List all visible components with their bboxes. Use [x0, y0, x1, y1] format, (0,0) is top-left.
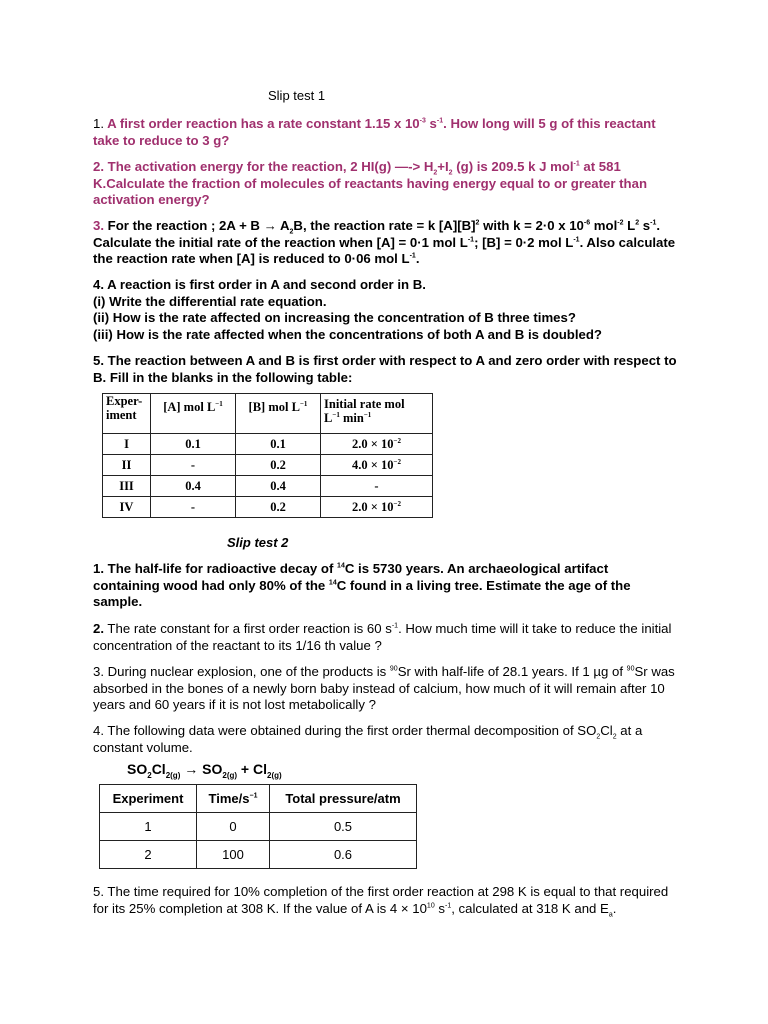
- slip2-question-5: 5. The time required for 10% completion of the first order reaction at 298 K is equal to that required for its 25% completion at 308 K. If the value of A is $4 \times 10^{10}$ $s^{-1}$, calculated at 318 K and $E_a$.: [93, 884, 669, 919]
- table-row: IV - 0.2 $2.0 \times 10^{-2}$: [103, 497, 433, 518]
- table-header-a-conc: [A] mol $L^{-1}$: [151, 394, 236, 434]
- slip2-question-3: 3. During nuclear explosion, one of the products is $^{90}$Sr with half-life of 28.1 years. If 1 µg of $^{90}$Sr was absorbed in the bones of a newly born baby instead of calcium, how much of it will remain after 10 years and 60 years if it is not lost metabolically ?: [93, 664, 675, 713]
- rate-data-table: [102, 393, 433, 518]
- slip1-question-2: 2. The activation energy for the reaction, 2 HI(g) —-> $H_2+I_2$ (g) is 209.5 k J mol$^{-1}$ at 581 K.Calculate the fraction of molecules of reactants having energy equal to or greater than activation energy?: [93, 159, 648, 208]
- table-row: 2 100 0.6: [100, 841, 417, 869]
- table-row: I 0.1 0.1 $2.0 \times 10^{-2}$: [103, 434, 433, 455]
- slip2-question-4: 4. The following data were obtained during the first order thermal decomposition of $SO_2Cl_2$ at a constant volume.: [93, 723, 643, 755]
- slip1-question-1: 1. A first order reaction has a rate constant 1.15 x $10^{-3}$ $s^{-1}$. How long will 5 g of this reactant take to reduce to 3 g?: [93, 116, 656, 148]
- table-header-rate: Initial rate mol $L^{-1}$ $\min^{-1}$: [321, 394, 433, 434]
- table-header-experiment: Experiment: [100, 785, 197, 813]
- slip1-question-3: 3. For the reaction ; $2A + B \to A_2B$, the reaction rate = k $[A][B]^2$ with k = 2·0 x $10^{-6}$ mol$^{-2}$ $L^2$ $s^{-1}$. Calculate the initial rate of the reaction when [A] = 0·1 mol $L^{-1}$; [B] = 0·2 mol $L^{-1}$. Also calculate the reaction rate when [A] is reduced to 0·06 mol $L^{-1}$.: [93, 218, 676, 267]
- table-row: 1 0 0.5: [100, 813, 417, 841]
- table-header-experiment: Exper- iment: [103, 394, 151, 434]
- slip1-question-4: 4. A reaction is first order in A and second order in B. (i) Write the differential rate equation. (ii) How is the rate affected on increasing the concentration of B three times? (iii) How is the rate affected when the concentrations of both A and B is doubled?: [93, 277, 602, 342]
- table-row: III 0.4 0.4 -: [103, 476, 433, 497]
- table-header-b-conc: [B] mol $L^{-1}$: [236, 394, 321, 434]
- slip-test-2-title: Slip test 2: [227, 535, 289, 550]
- pressure-data-table: [99, 784, 417, 869]
- table-header-time: Time/$s^{-1}$: [197, 785, 270, 813]
- slip2-question-2: 2. The rate constant for a first order reaction is 60 $s^{-1}$. How much time will it take to reduce the initial concentration of the reactant to its 1/16 th value ?: [93, 621, 672, 653]
- slip1-question-5: 5. The reaction between A and B is first order with respect to A and zero order with respect to B. Fill in the blanks in the following table:: [93, 353, 677, 385]
- table-row: II - 0.2 $4.0 \times 10^{-2}$: [103, 455, 433, 476]
- slip-test-1-title: Slip test 1: [268, 88, 326, 103]
- slip2-question-1: 1. The half-life for radioactive decay of $^{14}$C is 5730 years. An archaeological artifact containing wood had only 80% of the $^{14}$C found in a living tree. Estimate the age of the sample.: [93, 561, 631, 610]
- decomposition-equation: $SO_2Cl_{2(g)} \to SO_{2(g)} + Cl_{2(g)}$: [127, 761, 282, 780]
- table-header-pressure: Total pressure/atm: [270, 785, 417, 813]
